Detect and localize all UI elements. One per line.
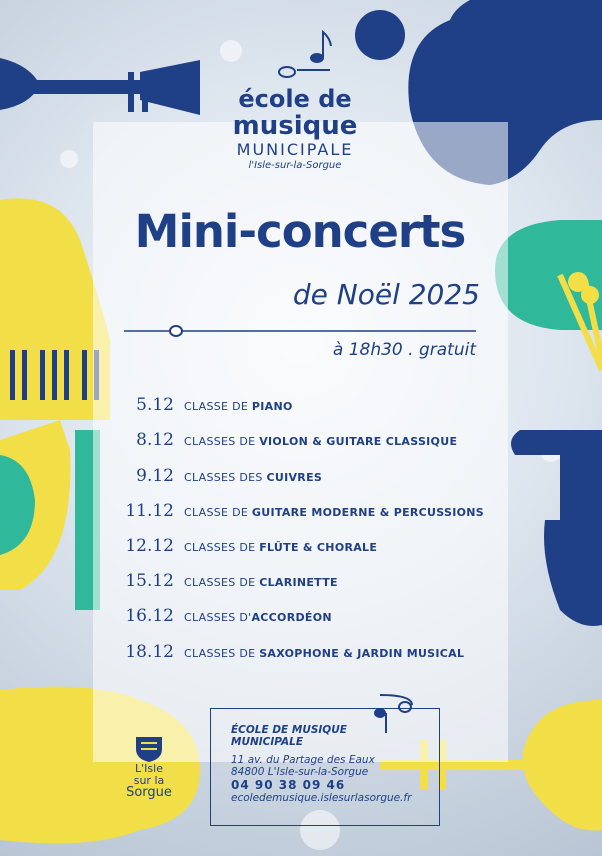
school-name-line4: l'Isle-sur-la-Sorgue bbox=[248, 160, 342, 171]
page-subtitle: de Noël 2025 bbox=[292, 278, 480, 311]
schedule-instrument: GUITARE MODERNE & PERCUSSIONS bbox=[251, 506, 485, 519]
schedule-prefix: CLASSES DE bbox=[184, 647, 256, 660]
schedule-date: 12.12 bbox=[125, 536, 174, 556]
schedule-date: 11.12 bbox=[125, 501, 174, 521]
page-title: Mini-concerts bbox=[134, 205, 466, 258]
trumpet-icon bbox=[0, 58, 200, 115]
schedule-prefix: CLASSES D' bbox=[184, 611, 252, 624]
schedule-prefix: CLASSES DE bbox=[184, 576, 256, 589]
music-note-logo-icon bbox=[275, 30, 335, 80]
schedule-row bbox=[118, 501, 498, 525]
schedule-date: 18.12 bbox=[125, 642, 174, 662]
schedule-instrument: VIOLON & GUITARE CLASSIQUE bbox=[259, 435, 458, 448]
schedule-row bbox=[118, 571, 498, 595]
town-line2: sur la bbox=[133, 774, 165, 787]
contact-street: 11 av. du Partage des Eaux bbox=[231, 754, 375, 766]
music-note-small-icon bbox=[372, 693, 418, 739]
town-line3: Sorgue bbox=[126, 785, 172, 800]
tuba-icon bbox=[0, 420, 100, 610]
schedule-prefix: CLASSES DE bbox=[184, 541, 256, 554]
schedule-instrument: CUIVRES bbox=[266, 471, 323, 484]
schedule-instrument: PIANO bbox=[251, 400, 293, 413]
schedule-instrument: FLÛTE & CHORALE bbox=[259, 541, 378, 554]
school-name bbox=[210, 86, 380, 171]
contact-phone[interactable]: 04 90 38 09 46 bbox=[231, 778, 346, 792]
drum-icon bbox=[495, 220, 602, 370]
contact-name-line2: MUNICIPALE bbox=[231, 736, 304, 748]
schedule-prefix: CLASSES DES bbox=[184, 471, 263, 484]
schedule-row bbox=[118, 466, 498, 490]
saxophone-icon bbox=[511, 430, 602, 626]
schedule-row bbox=[118, 536, 498, 560]
schedule-row bbox=[118, 395, 498, 419]
schedule-row bbox=[118, 642, 498, 666]
schedule-prefix: CLASSES DE bbox=[184, 435, 256, 448]
time-info: à 18h30 . gratuit bbox=[332, 340, 476, 360]
contact-city: 84800 L'Isle-sur-la-Sorgue bbox=[231, 766, 369, 778]
schedule-row bbox=[118, 606, 498, 630]
schedule-date: 8.12 bbox=[136, 430, 174, 450]
contact-name-line1: ÉCOLE DE MUSIQUE bbox=[231, 724, 347, 736]
school-name-line1: école de bbox=[238, 85, 352, 113]
schedule-instrument: ACCORDÉON bbox=[251, 611, 332, 624]
schedule-prefix: CLASSE DE bbox=[184, 506, 249, 519]
schedule-row bbox=[118, 430, 498, 454]
schedule-instrument: CLARINETTE bbox=[259, 576, 338, 589]
contact-website[interactable]: ecoledemusique.islesurlasorgue.fr bbox=[231, 792, 412, 804]
town-crest-icon bbox=[132, 733, 166, 763]
schedule-date: 9.12 bbox=[136, 466, 174, 486]
town-line1: L'Isle bbox=[135, 762, 163, 775]
school-name-line2: musique bbox=[232, 111, 358, 141]
schedule-prefix: CLASSE DE bbox=[184, 400, 249, 413]
schedule-instrument: SAXOPHONE & JARDIN MUSICAL bbox=[259, 647, 465, 660]
staff-line-decoration bbox=[124, 322, 476, 340]
schedule-date: 16.12 bbox=[125, 606, 174, 626]
town-logo bbox=[124, 763, 174, 799]
school-name-line3: MUNICIPALE bbox=[236, 140, 354, 159]
schedule-date: 5.12 bbox=[136, 395, 174, 415]
schedule-date: 15.12 bbox=[125, 571, 174, 591]
